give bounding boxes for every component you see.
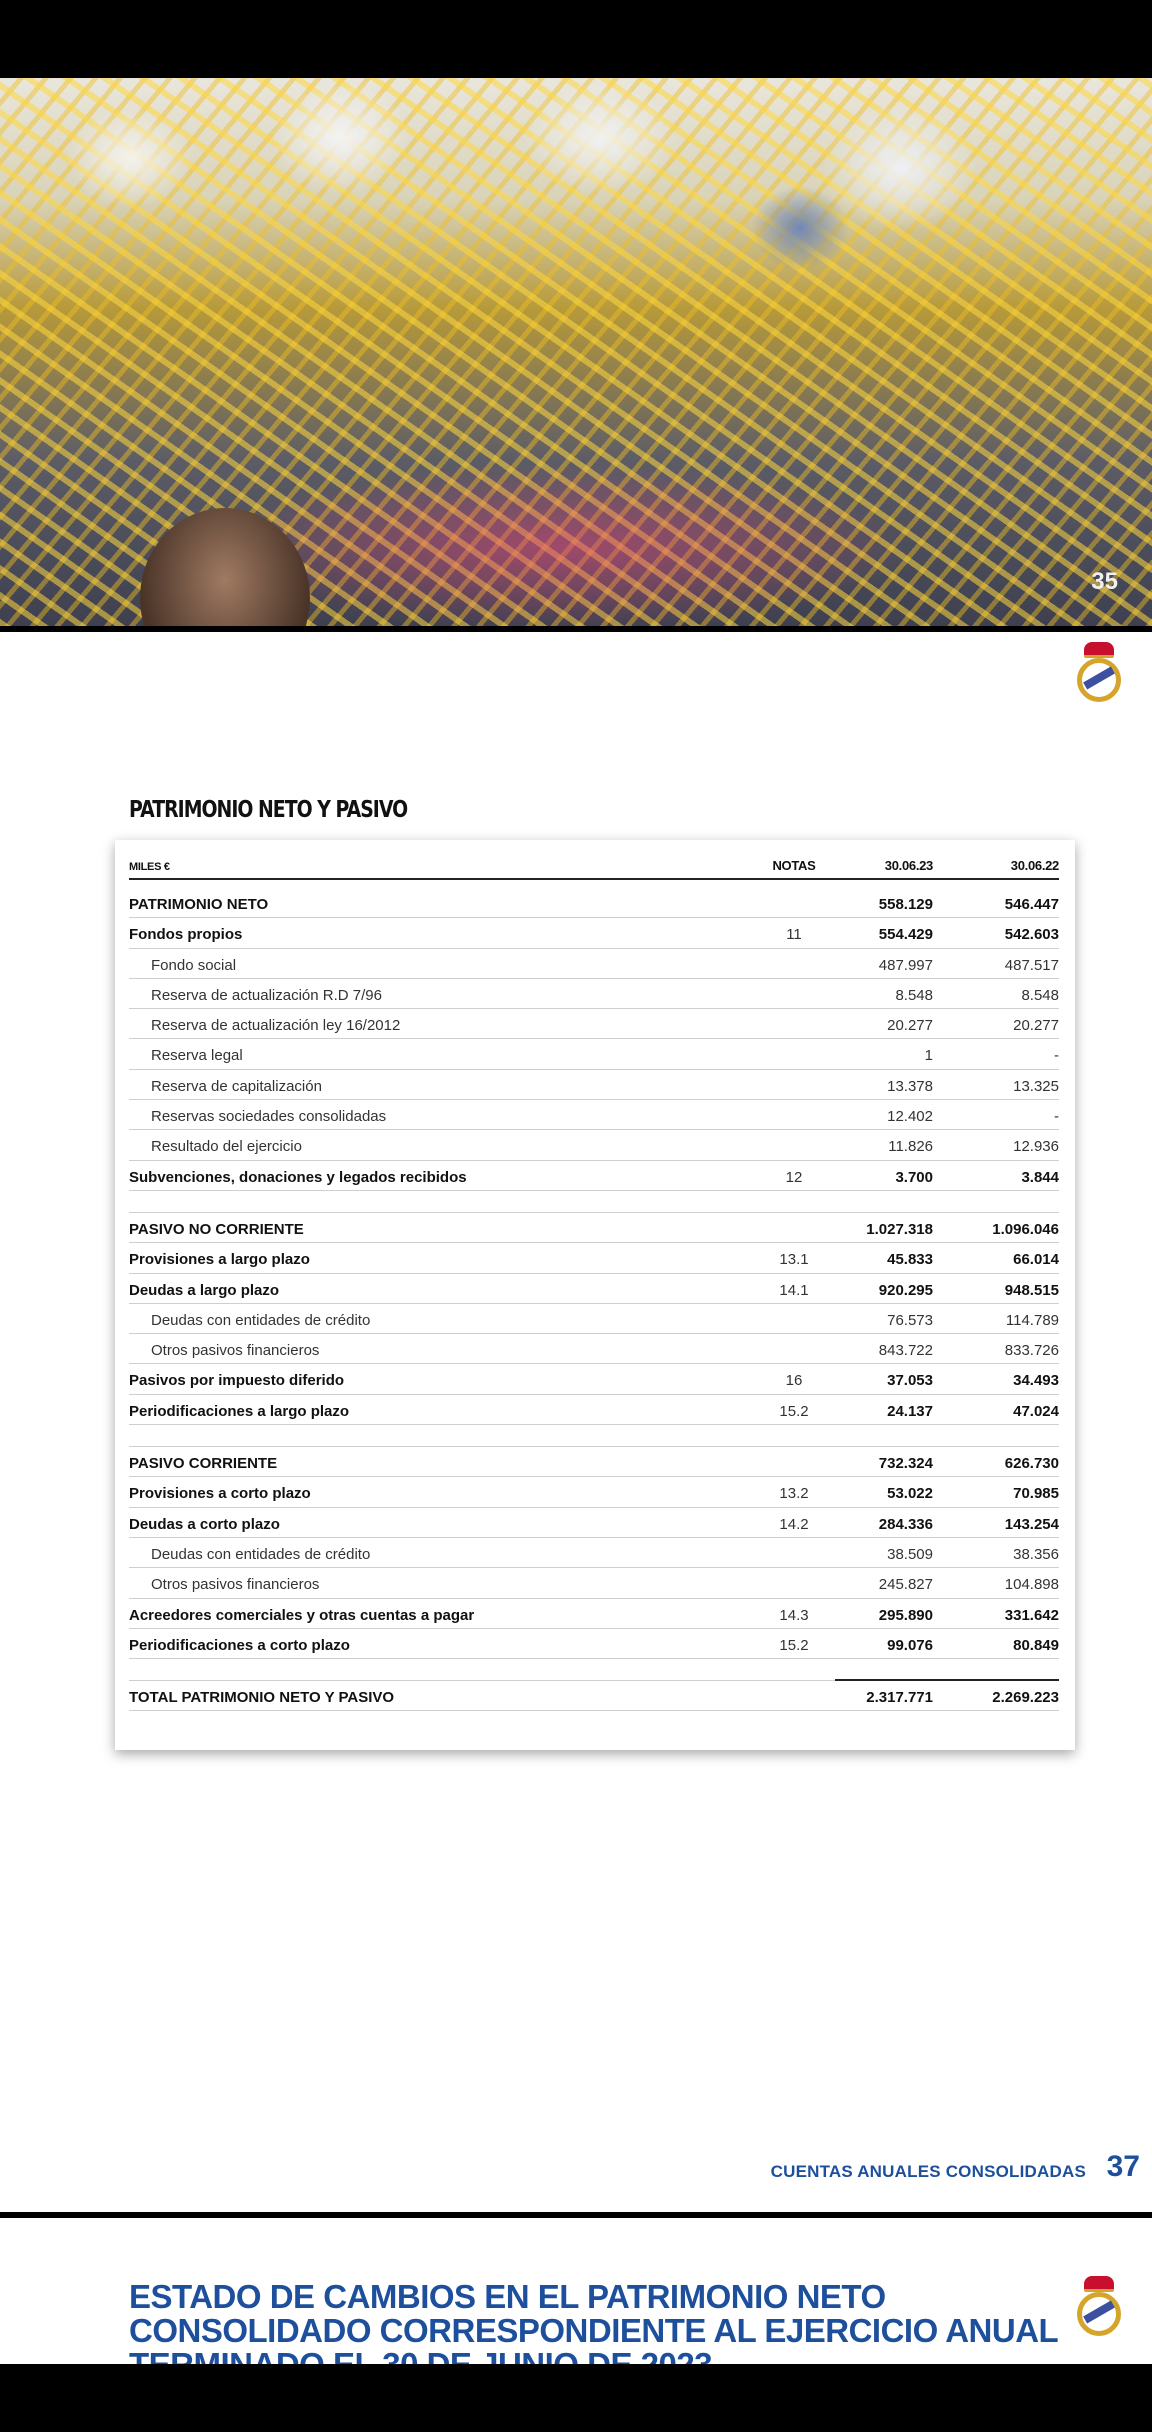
total-line [835, 1679, 1059, 1681]
row-value-2023: 45.833 [887, 1251, 933, 1269]
spacer-row [129, 1425, 1059, 1447]
row-value-2023: 732.324 [878, 1455, 933, 1473]
row-nota: 14.2 [779, 1515, 809, 1533]
header-col2: 30.06.22 [1010, 858, 1059, 873]
table-header-row [129, 840, 1059, 880]
row-value-2023: 1 [924, 1047, 933, 1065]
header-photo [0, 78, 1152, 626]
row-nota: 14.1 [779, 1281, 809, 1299]
table-row [129, 1304, 1059, 1334]
row-nota: 13.2 [779, 1485, 809, 1503]
row-value-2022: 487.517 [1004, 956, 1059, 974]
row-value-2022: 626.730 [1004, 1455, 1059, 1473]
row-label: Resultado del ejercicio [151, 1138, 302, 1156]
row-value-2023: 920.295 [878, 1281, 933, 1299]
row-value-2023: 11.826 [888, 1138, 933, 1156]
table-row [129, 1130, 1059, 1160]
row-value-2023: 37.053 [887, 1372, 933, 1390]
row-value-2022: 70.985 [1013, 1485, 1059, 1503]
table-row [129, 1538, 1059, 1568]
row-nota: 14.3 [779, 1606, 809, 1624]
row-value-2022: 104.898 [1004, 1576, 1059, 1594]
balance-table [115, 840, 1075, 1750]
table-row [129, 979, 1059, 1009]
row-label: Periodificaciones a largo plazo [129, 1402, 350, 1420]
total-v2: 2.269.223 [992, 1689, 1059, 1707]
row-value-2022: 12.936 [1013, 1138, 1059, 1156]
row-value-2022: 833.726 [1004, 1342, 1059, 1360]
row-nota: 12 [785, 1168, 803, 1186]
row-value-2022: 8.548 [1021, 986, 1059, 1004]
row-label: Deudas con entidades de crédito [151, 1311, 371, 1329]
row-value-2022: 34.493 [1013, 1372, 1059, 1390]
row-value-2022: 948.515 [1004, 1281, 1059, 1299]
row-value-2022: - [1054, 1047, 1059, 1065]
row-label: Acreedores comerciales y otras cuentas a pagar [129, 1606, 475, 1624]
total-row [129, 1681, 1059, 1711]
header-col1: 30.06.23 [884, 858, 933, 873]
row-value-2022: 38.356 [1013, 1545, 1059, 1563]
row-nota: 11 [786, 926, 802, 944]
row-label: Reserva de capitalización [151, 1077, 322, 1095]
row-value-2023: 38.509 [887, 1545, 933, 1563]
row-value-2022: 3.844 [1021, 1168, 1059, 1186]
table-row [129, 1447, 1059, 1477]
next-page-peek [0, 2218, 1152, 2364]
total-v1: 2.317.771 [866, 1689, 933, 1707]
row-label: Subvenciones, donaciones y legados recibidos [129, 1168, 467, 1186]
spacer-row [129, 880, 1059, 888]
table-row [129, 918, 1059, 948]
header-notas: NOTAS [772, 858, 816, 873]
table-row [129, 1364, 1059, 1394]
row-value-2022: - [1054, 1108, 1059, 1126]
table-row [129, 1599, 1059, 1629]
row-value-2023: 1.027.318 [866, 1220, 933, 1238]
table-row [129, 1274, 1059, 1304]
table-row [129, 1100, 1059, 1130]
row-value-2022: 114.789 [1005, 1311, 1059, 1329]
table-row [129, 1629, 1059, 1659]
table-row [129, 1039, 1059, 1069]
row-value-2022: 80.849 [1013, 1636, 1059, 1654]
row-label: PATRIMONIO NETO [129, 896, 269, 913]
table-row [129, 949, 1059, 979]
footer-section-label: CUENTAS ANUALES CONSOLIDADAS [770, 2162, 1086, 2181]
real-madrid-crest-icon [1075, 2276, 1123, 2338]
table-row [129, 1243, 1059, 1273]
table-row [129, 1070, 1059, 1100]
row-label: Deudas con entidades de crédito [151, 1545, 371, 1563]
real-madrid-crest-icon [1075, 642, 1123, 704]
table-row [129, 1334, 1059, 1364]
row-value-2022: 1.096.046 [992, 1220, 1059, 1238]
table-row [129, 1477, 1059, 1507]
row-label: Provisiones a largo plazo [129, 1251, 310, 1269]
row-value-2022: 331.642 [1004, 1606, 1059, 1624]
row-label: Reservas sociedades consolidadas [151, 1108, 387, 1126]
row-label: Reserva de actualización ley 16/2012 [151, 1017, 401, 1035]
table-row [129, 1009, 1059, 1039]
row-value-2023: 843.722 [878, 1342, 933, 1360]
table-body [129, 880, 1059, 1681]
row-value-2022: 13.325 [1013, 1077, 1059, 1095]
row-nota: 16 [785, 1372, 803, 1390]
row-value-2023: 295.890 [878, 1606, 933, 1624]
row-value-2023: 487.997 [878, 956, 933, 974]
row-value-2023: 12.402 [887, 1108, 933, 1126]
document-page [0, 632, 1152, 2212]
table-title: PATRIMONIO NETO Y PASIVO [129, 797, 408, 823]
row-value-2022: 20.277 [1013, 1017, 1059, 1035]
row-label: Provisiones a corto plazo [129, 1485, 311, 1503]
bottom-bar [0, 2364, 1152, 2432]
spacer-row [129, 1191, 1059, 1213]
next-title-line2: CONSOLIDADO CORRESPONDIENTE AL EJERCICIO ANUAL [129, 2312, 1059, 2349]
row-value-2023: 245.827 [878, 1576, 933, 1594]
row-label: Fondo social [151, 956, 237, 974]
table-row [129, 1161, 1059, 1191]
row-label: Otros pasivos financieros [151, 1342, 320, 1360]
row-label: Deudas a largo plazo [129, 1281, 280, 1299]
row-value-2023: 53.022 [887, 1485, 933, 1503]
spacer-row [129, 1659, 1059, 1681]
row-value-2022: 546.447 [1004, 896, 1059, 913]
row-value-2023: 284.336 [878, 1515, 933, 1533]
row-label: Fondos propios [129, 926, 243, 944]
row-label: PASIVO CORRIENTE [129, 1455, 278, 1473]
row-value-2022: 143.254 [1004, 1515, 1059, 1533]
footer-page-number: 37 [1106, 2150, 1140, 2183]
row-value-2022: 542.603 [1004, 926, 1059, 944]
row-value-2023: 3.700 [895, 1168, 933, 1186]
row-nota: 15.2 [779, 1636, 809, 1654]
table-row [129, 1508, 1059, 1538]
row-value-2023: 554.429 [878, 926, 933, 944]
row-label: Periodificaciones a corto plazo [129, 1636, 350, 1654]
total-label: TOTAL PATRIMONIO NETO Y PASIVO [129, 1689, 395, 1707]
row-value-2022: 47.024 [1013, 1402, 1059, 1420]
row-label: Reserva legal [151, 1047, 243, 1065]
row-label: Reserva de actualización R.D 7/96 [151, 986, 382, 1004]
table-row [129, 888, 1059, 918]
row-value-2023: 20.277 [887, 1017, 933, 1035]
row-nota: 15.2 [779, 1402, 809, 1420]
row-value-2023: 8.548 [895, 986, 933, 1004]
row-label: Deudas a corto plazo [129, 1515, 280, 1533]
row-label: PASIVO NO CORRIENTE [129, 1220, 304, 1238]
row-value-2023: 76.573 [887, 1311, 933, 1329]
row-label: Otros pasivos financieros [151, 1576, 320, 1594]
table-row [129, 1213, 1059, 1243]
next-title-line1: ESTADO DE CAMBIOS EN EL PATRIMONIO NETO [129, 2278, 886, 2315]
row-value-2023: 558.129 [878, 896, 933, 913]
row-nota: 13.1 [779, 1251, 809, 1269]
header-miles: MILES € [129, 861, 170, 873]
photo-page-number: 35 [1091, 568, 1118, 595]
players-celebration [0, 78, 1152, 298]
table-row [129, 1395, 1059, 1425]
row-value-2022: 66.014 [1013, 1251, 1059, 1269]
row-value-2023: 24.137 [887, 1402, 933, 1420]
row-value-2023: 13.378 [887, 1077, 933, 1095]
row-label: Pasivos por impuesto diferido [129, 1372, 345, 1390]
row-value-2023: 99.076 [887, 1636, 933, 1654]
table-row [129, 1568, 1059, 1598]
